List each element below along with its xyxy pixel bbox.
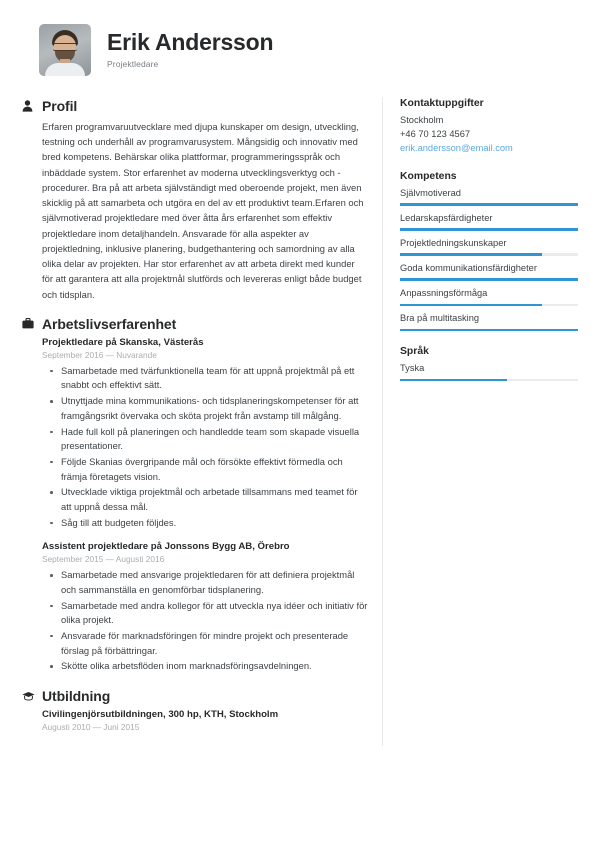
main-column [22, 98, 382, 746]
skill-bar-track [400, 278, 578, 281]
section-title: Arbetslivserfarenhet [42, 315, 177, 332]
skill-bar-track [400, 203, 578, 206]
skill-item [400, 237, 578, 256]
section-body [22, 119, 368, 302]
name-block [107, 30, 273, 70]
experience-entry [42, 337, 368, 530]
photo-shirt [45, 63, 85, 76]
sidebar-section-skills [400, 171, 578, 331]
skill-bar-track [400, 228, 578, 231]
section-title: Utbildning [42, 687, 111, 704]
section-profil [22, 98, 368, 302]
profile-photo [39, 24, 91, 76]
sidebar-column [383, 98, 578, 396]
entry-title: Assistent projektledare på Jonssons Bygg AB, Örebro [42, 541, 290, 553]
list-item: Ansvarade för marknadsföringen för mindre projekt och presenterade förslag på förbättringar. [59, 629, 368, 658]
section-arbetslivserfarenhet [22, 316, 368, 674]
entry-bullets [42, 568, 368, 674]
skill-bar-track [400, 329, 578, 332]
person-icon [22, 100, 36, 112]
sidebar-title: Språk [400, 346, 429, 358]
language-item [400, 362, 578, 381]
skill-bar-fill [400, 253, 542, 256]
skill-bar-fill [400, 329, 578, 332]
contact-phone: +46 70 123 4567 [400, 128, 471, 139]
list-item: Samarbetade med ansvarige projektledaren för att definiera projektmål och sammanställa en genomförbar tidsplanering. [59, 568, 368, 597]
skill-label: Självmotiverad [400, 187, 461, 198]
skill-item [400, 287, 578, 306]
sidebar-section-languages [400, 346, 578, 381]
skill-label: Ledarskapsfärdigheter [400, 212, 493, 223]
skill-bar-fill [400, 228, 578, 231]
skill-bar-track [400, 304, 578, 307]
contact-email-link[interactable]: erik.andersson@email.com [400, 142, 513, 153]
section-header [22, 98, 368, 114]
skill-item [400, 187, 578, 206]
briefcase-icon [22, 318, 36, 329]
entry-bullets [42, 364, 368, 530]
section-header [22, 688, 368, 704]
candidate-job-title: Projektledare [107, 59, 159, 70]
sidebar-title: Kompetens [400, 170, 457, 182]
sidebar-title: Kontaktuppgifter [400, 98, 484, 109]
list-item: Utnyttjade mina kommunikations- och tidsplaneringskompetenser för att framgångsrikt övervaka och sköta projekt från avstamp till målgång. [59, 394, 368, 423]
candidate-name: Erik Andersson [107, 29, 274, 56]
skill-bar-fill [400, 304, 542, 307]
skill-label: Projektledningskunskaper [400, 237, 507, 248]
skill-label: Anpassningsförmåga [400, 288, 488, 299]
section-body [22, 709, 368, 732]
list-item: Skötte olika arbetsflöden inom marknadsföringsavdelningen. [59, 659, 368, 674]
entry-title: Projektledare på Skanska, Västerås [42, 336, 204, 348]
section-body [22, 337, 368, 674]
list-item: Hade full koll på planeringen och handledde team som skapade visuella presentationer. [59, 425, 368, 454]
skill-bar-fill [400, 203, 578, 206]
list-item: Utvecklade viktiga projektmål och arbetade tillsammans med teamet för att uppnå dessa mål. [59, 485, 368, 514]
skill-item [400, 262, 578, 281]
profile-paragraph: Erfaren programvaruutvecklare med djupa kunskaper om design, utveckling, testning och underhåll av programvarusystem. Mångsidig och innovativ med bred kompetens. Behärskar olika plattformar, programmeringsspråk och inbäddade system. Stor erfarenhet av moderna utvecklingsverktyg och -procedurer. Bra på att arbeta självständigt med oberoende projekt, men även skicklig på att samarbeta och utgöra en del av ett produktivt team.Erfaren och självmotiverad projektledare med över åtta års erfarenhet som effektiv projektledare inom detaljhandeln. Ansvarade för alla aspekter av projektledning, inklusive planering, budgethantering och samordning av alla olika delar av projekten. Har stor erfarenhet av att arbeta direkt med kunder för att garantera att alla projektmål slutförds och levereras enligt både budget och tidsplan. [42, 121, 364, 300]
list-item: Såg till att budgeten följdes. [59, 516, 368, 531]
skill-bar-fill [400, 278, 578, 281]
skill-bar-track [400, 253, 578, 256]
section-title: Profil [42, 98, 78, 114]
list-item: Samarbetade med tvärfunktionella team för att uppnå projektmål på ett snabbt och effektivt sätt. [59, 364, 368, 393]
graduation-cap-icon [22, 691, 36, 701]
skill-item [400, 212, 578, 231]
resume-header [22, 24, 578, 76]
entry-date: September 2016 — Nuvarande [42, 349, 157, 360]
language-bar-track [400, 379, 578, 382]
sidebar-section-contact [400, 98, 578, 156]
section-utbildning [22, 688, 368, 732]
list-item: Samarbetade med andra kollegor för att utveckla nya idéer och initiativ för olika projekt. [59, 599, 368, 628]
entry-date: September 2015 — Augusti 2016 [42, 554, 165, 565]
entry-date: Augusti 2010 — Juni 2015 [42, 721, 140, 732]
skill-label: Bra på multitasking [400, 313, 480, 324]
skill-label: Goda kommunikationsfärdigheter [400, 263, 537, 273]
education-entry [42, 709, 368, 732]
experience-entry [42, 541, 368, 674]
language-bar-fill [400, 379, 507, 382]
contact-city: Stockholm [400, 115, 444, 125]
section-header [22, 316, 368, 332]
list-item: Följde Skanias övergripande mål och försökte effektivt förmedla och främja företagets vision. [59, 455, 368, 484]
language-label: Tyska [400, 363, 425, 374]
skill-item [400, 312, 578, 331]
entry-title: Civilingenjörsutbildningen, 300 hp, KTH, Stockholm [42, 708, 279, 720]
resume-columns [22, 98, 578, 746]
